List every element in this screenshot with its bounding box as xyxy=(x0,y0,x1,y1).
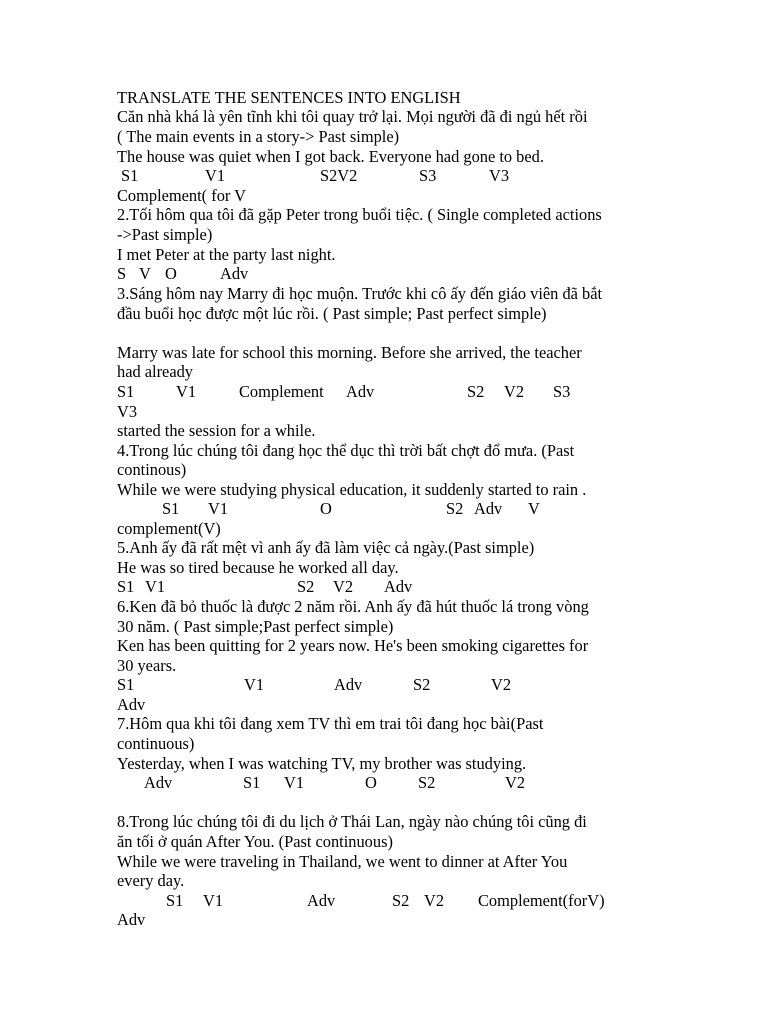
text-line: ->Past simple) xyxy=(117,225,213,244)
text-line: Yesterday, when I was watching TV, my brother was studying. xyxy=(117,754,527,773)
text-line: ăn tối ở quán After You. (Past continuous) xyxy=(117,832,393,851)
grammar-label: V1 xyxy=(208,499,229,518)
grammar-label: Adv xyxy=(334,675,363,694)
text-line: He was so tired because he worked all day. xyxy=(117,558,399,577)
grammar-label: V2 xyxy=(491,675,512,694)
text-line: 6.Ken đã bỏ thuốc là được 2 năm rồi. Anh ấy đã hút thuốc lá trong vòng xyxy=(117,597,589,616)
text-line: complement(V) xyxy=(117,519,221,538)
grammar-label: V2 xyxy=(333,577,354,596)
grammar-label: S1 xyxy=(117,382,135,401)
grammar-label: O xyxy=(365,773,377,792)
text-line: ( The main events in a story-> Past simple) xyxy=(117,127,400,146)
grammar-label: S3 xyxy=(553,382,571,401)
text-line: While we were studying physical education, it suddenly started to rain . xyxy=(117,480,587,499)
grammar-label: S1 xyxy=(121,166,139,185)
grammar-label: S2 xyxy=(467,382,485,401)
grammar-label: S2V2 xyxy=(320,166,358,185)
grammar-label: S1 xyxy=(162,499,180,518)
grammar-label: O xyxy=(320,499,332,518)
text-line: started the session for a while. xyxy=(117,421,316,440)
grammar-label: S1 xyxy=(166,891,184,910)
grammar-label: S1 xyxy=(117,577,135,596)
text-line: Adv xyxy=(117,695,146,714)
grammar-label: V3 xyxy=(489,166,510,185)
grammar-label: V1 xyxy=(145,577,166,596)
grammar-label: O xyxy=(165,264,177,283)
text-line: đầu buổi học được một lúc rồi. ( Past simple; Past perfect simple) xyxy=(117,304,547,323)
grammar-label: Adv xyxy=(307,891,336,910)
text-line: every day. xyxy=(117,871,185,890)
grammar-label: V2 xyxy=(424,891,445,910)
grammar-label: Complement(forV) xyxy=(478,891,605,910)
text-line: Adv xyxy=(117,910,146,929)
text-line: Complement( for V xyxy=(117,186,246,205)
grammar-label: S xyxy=(117,264,127,283)
grammar-label: V xyxy=(139,264,151,283)
grammar-label: V xyxy=(528,499,540,518)
document-title: TRANSLATE THE SENTENCES INTO ENGLISH xyxy=(117,88,461,107)
grammar-label: V1 xyxy=(244,675,265,694)
grammar-label: S2 xyxy=(446,499,464,518)
grammar-label: Adv xyxy=(384,577,413,596)
grammar-label: Adv xyxy=(346,382,375,401)
grammar-label: S2 xyxy=(418,773,436,792)
grammar-label: V1 xyxy=(205,166,226,185)
text-line: Marry was late for school this morning. Before she arrived, the teacher xyxy=(117,343,582,362)
grammar-label: S3 xyxy=(419,166,437,185)
text-line: Ken has been quitting for 2 years now. He's been smoking cigarettes for xyxy=(117,636,589,655)
grammar-label: Adv xyxy=(474,499,503,518)
text-line: 5.Anh ấy đã rất mệt vì anh ấy đã làm việc cả ngày.(Past simple) xyxy=(117,538,535,557)
text-line: 30 năm. ( Past simple;Past perfect simple) xyxy=(117,617,394,636)
grammar-label: Adv xyxy=(144,773,173,792)
grammar-label: V1 xyxy=(176,382,197,401)
grammar-label: S2 xyxy=(413,675,431,694)
grammar-label: V1 xyxy=(284,773,305,792)
text-line: While we were traveling in Thailand, we went to dinner at After You xyxy=(117,852,568,871)
text-line: Căn nhà khá là yên tĩnh khi tôi quay trở lại. Mọi người đã đi ngủ hết rồi xyxy=(117,107,588,126)
grammar-label: S1 xyxy=(243,773,261,792)
text-line: 7.Hôm qua khi tôi đang xem TV thì em trai tôi đang học bài(Past xyxy=(117,714,544,733)
text-line: 3.Sáng hôm nay Marry đi học muộn. Trước khi cô ấy đến giáo viên đã bắt xyxy=(117,284,603,303)
text-line: 4.Trong lúc chúng tôi đang học thể dục thì trời bất chợt đổ mưa. (Past xyxy=(117,441,575,460)
text-line: I met Peter at the party last night. xyxy=(117,245,336,264)
text-line: V3 xyxy=(117,402,138,421)
text-line: had already xyxy=(117,362,193,381)
text-line: 8.Trong lúc chúng tôi đi du lịch ở Thái Lan, ngày nào chúng tôi cũng đi xyxy=(117,812,587,831)
grammar-label: S2 xyxy=(392,891,410,910)
grammar-label: V2 xyxy=(504,382,525,401)
text-line: 30 years. xyxy=(117,656,177,675)
grammar-label: S1 xyxy=(117,675,135,694)
grammar-label: Complement xyxy=(239,382,324,401)
text-line: The house was quiet when I got back. Everyone had gone to bed. xyxy=(117,147,544,166)
text-line: continuous) xyxy=(117,734,195,753)
text-line: 2.Tối hôm qua tôi đã gặp Peter trong buổi tiệc. ( Single completed actions xyxy=(117,205,602,224)
grammar-label: V2 xyxy=(505,773,526,792)
grammar-label: S2 xyxy=(297,577,315,596)
text-line: continous) xyxy=(117,460,187,479)
grammar-label: V1 xyxy=(203,891,224,910)
grammar-label: Adv xyxy=(220,264,249,283)
